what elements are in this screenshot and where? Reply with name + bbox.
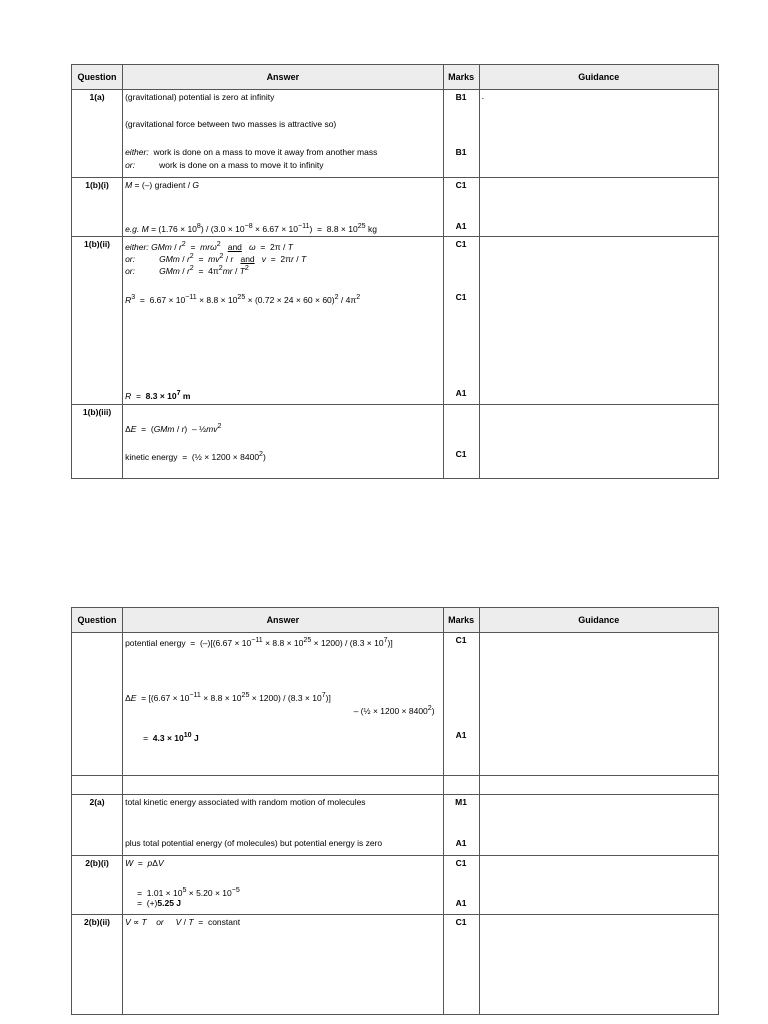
answer-cell bbox=[123, 237, 443, 405]
question-label: 1(b)(i) bbox=[72, 178, 123, 237]
guidance-cell bbox=[479, 856, 718, 915]
mark-code: A1 bbox=[455, 730, 467, 740]
answer-cell bbox=[123, 633, 443, 776]
answer-line: or: GMm / $r^2 = 4\pi^2mr / T^2$ bbox=[125, 264, 249, 276]
answer-line: $\Delta E = (GMm / r) - \frac{1}{2}mv^2$ bbox=[125, 422, 222, 434]
answer-line: potential energy = $(-)[(6.67 \times 10^{-11} \times 8.8 \times 10^{25} \times 1200) / (8.3 \times 10^7)]$ bbox=[125, 636, 393, 648]
answer-cell bbox=[123, 90, 443, 178]
header-answer: Answer bbox=[123, 608, 443, 633]
guidance-cell bbox=[479, 795, 718, 856]
table-row bbox=[72, 776, 719, 795]
answer-line: M = (–) gradient / G bbox=[125, 180, 200, 190]
answer-line: kinetic energy = (½ × $1200 \times 8400^2$) bbox=[125, 450, 266, 462]
header-guidance: Guidance bbox=[479, 608, 718, 633]
question-label: 2(a) bbox=[72, 795, 123, 856]
mark-code: C1 bbox=[455, 180, 467, 190]
guidance-cell bbox=[479, 90, 718, 178]
answer-line: (gravitational) potential is zero at infinity bbox=[125, 92, 275, 102]
marks-cell bbox=[443, 405, 479, 479]
answer-cell bbox=[123, 915, 443, 1015]
mark-scheme-table-2 bbox=[71, 607, 719, 1015]
table-row bbox=[72, 237, 719, 405]
answer-line: or: work is done on a mass to move it to infinity bbox=[125, 160, 324, 170]
mark-code: B1 bbox=[455, 92, 467, 102]
mark-code: C1 bbox=[455, 917, 467, 927]
header-question: Question bbox=[72, 608, 123, 633]
mark-code: C1 bbox=[455, 858, 467, 868]
marks-cell bbox=[443, 795, 479, 856]
guidance-cell bbox=[479, 633, 718, 776]
answer-cell bbox=[123, 856, 443, 915]
mark-scheme-table-1 bbox=[71, 64, 719, 479]
marks-cell bbox=[443, 237, 479, 405]
mark-code: C1 bbox=[455, 635, 467, 645]
table-row bbox=[72, 90, 719, 178]
mark-code: A1 bbox=[455, 388, 467, 398]
answer-line: e.g. $M = (1.76 \times 10^8) / (3.0 \times 10^{-8} \times 6.67 \times 10^{-11}) = 8.8 \times 10^{25}$ kg bbox=[125, 222, 377, 234]
marks-cell bbox=[443, 915, 479, 1015]
guidance-cell bbox=[479, 178, 718, 237]
answer-line: total kinetic energy associated with random motion of molecules bbox=[125, 797, 366, 807]
answer-line: $R^3 = 6.67 \times 10^{-11} \times 8.8 \times 10^{25} \times (0.72 \times 24 \times 60 \times 60)^2 / 4\pi^2$ bbox=[125, 293, 361, 305]
question-label: 1(b)(iii) bbox=[72, 405, 123, 479]
answer-line: W = pΔV bbox=[125, 858, 164, 868]
answer-line: or: GMm / $r^2 = mv^2 / r$ and v = 2πr / T bbox=[125, 252, 307, 264]
table-row bbox=[72, 915, 719, 1015]
table-header-row bbox=[72, 608, 719, 633]
answer-cell bbox=[123, 178, 443, 237]
table-row bbox=[72, 856, 719, 915]
mark-code: A1 bbox=[455, 221, 467, 231]
answer-line: V ∝ T or V / T = constant bbox=[125, 917, 241, 927]
table-row bbox=[72, 405, 719, 479]
mark-code: A1 bbox=[455, 838, 467, 848]
marks-cell bbox=[443, 90, 479, 178]
answer-line: (gravitational force between two masses is attractive so) bbox=[125, 119, 337, 129]
marks-cell bbox=[443, 178, 479, 237]
mark-code: C1 bbox=[455, 292, 467, 302]
answer-cell bbox=[123, 405, 443, 479]
mark-code: M1 bbox=[455, 797, 467, 807]
marks-cell bbox=[443, 856, 479, 915]
answer-line: – (½ × $1200 \times 8400^2$) bbox=[353, 704, 435, 716]
guidance-cell bbox=[479, 915, 718, 1015]
answer-line: = $1.01 \times 10^5 \times 5.20 \times 10^{-5}$ bbox=[137, 886, 240, 898]
question-label: 2(b)(i) bbox=[72, 856, 123, 915]
marks-cell bbox=[443, 633, 479, 776]
question-label: 1(b)(ii) bbox=[72, 237, 123, 405]
header-marks: Marks bbox=[443, 608, 479, 633]
mark-code: A1 bbox=[455, 898, 467, 908]
answer-line: $\Delta E = [(6.67 \times 10^{-11} \times 8.8 \times 10^{25} \times 1200) / (8.3 \times 10^7)]$ bbox=[125, 691, 331, 703]
answer-line: plus total potential energy (of molecules) but potential energy is zero bbox=[125, 838, 383, 848]
answer-line: $R = 8.3 \times 10^7$ m bbox=[125, 389, 191, 401]
answer-line: = $4.3 \times 10^{10}$ J bbox=[143, 731, 199, 743]
header-marks: Marks bbox=[443, 65, 479, 90]
answer-line: either: work is done on a mass to move it away from another mass bbox=[125, 147, 378, 157]
guidance-cell bbox=[479, 405, 718, 479]
header-question: Question bbox=[72, 65, 123, 90]
table-row bbox=[72, 178, 719, 237]
table-row bbox=[72, 795, 719, 856]
question-label bbox=[72, 633, 123, 776]
guidance-cell bbox=[479, 237, 718, 405]
mark-code: B1 bbox=[455, 147, 467, 157]
mark-code: C1 bbox=[455, 239, 467, 249]
table-row bbox=[72, 633, 719, 776]
answer-line: = (+)5.25 J bbox=[137, 898, 182, 908]
answer-cell bbox=[123, 795, 443, 856]
header-guidance: Guidance bbox=[479, 65, 718, 90]
guidance-mark: . bbox=[481, 91, 485, 101]
question-label: 2(b)(ii) bbox=[72, 915, 123, 1015]
header-answer: Answer bbox=[123, 65, 443, 90]
question-label: 1(a) bbox=[72, 90, 123, 178]
mark-code: C1 bbox=[455, 449, 467, 459]
table-header-row bbox=[72, 65, 719, 90]
answer-line: either: GMm / $r^2 = mr\omega^2$ and ω = 2π / T bbox=[125, 240, 293, 252]
